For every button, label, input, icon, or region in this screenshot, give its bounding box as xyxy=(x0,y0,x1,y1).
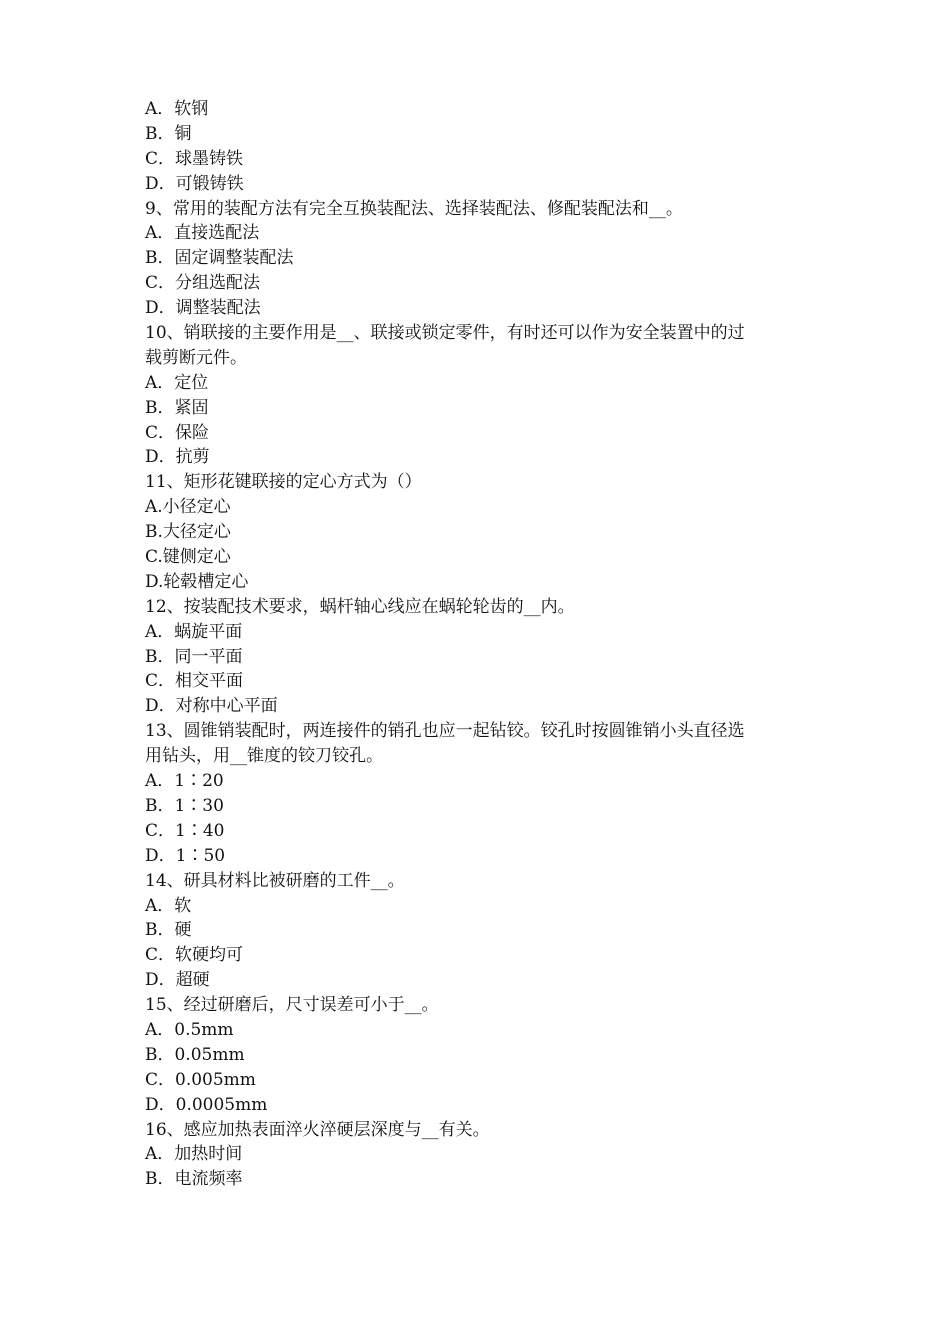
answer-option: B．铜 xyxy=(145,123,192,144)
answer-option: C．保险 xyxy=(145,422,210,443)
answer-option: A．直接选配法 xyxy=(145,223,260,244)
answer-option: B．电流频率 xyxy=(145,1169,243,1190)
answer-option: B．1∶30 xyxy=(145,795,224,816)
answer-option: D．超硬 xyxy=(145,970,210,991)
answer-option: B.大径定心 xyxy=(145,522,231,543)
question-text: 11、矩形花键联接的定心方式为（） xyxy=(145,472,422,493)
question-text: 12、按装配技术要求，蜗杆轴心线应在蜗轮轮齿的__内。 xyxy=(145,596,575,617)
question-text: 16、感应加热表面淬火淬硬层深度与__有关。 xyxy=(145,1119,490,1140)
answer-option: A．定位 xyxy=(145,372,209,393)
answer-option: A.小径定心 xyxy=(145,497,231,518)
answer-option: A．1∶20 xyxy=(145,771,224,792)
answer-option: B．0.05mm xyxy=(145,1044,245,1065)
answer-option: C．0.005mm xyxy=(145,1069,256,1090)
document-page xyxy=(145,97,815,1192)
answer-option: C．相交平面 xyxy=(145,671,244,692)
question-text: 10、销联接的主要作用是__、联接或锁定零件，有时还可以作为安全装置中的过 xyxy=(145,323,745,344)
question-text: 载剪断元件。 xyxy=(145,347,247,368)
answer-option: C．1∶40 xyxy=(145,820,225,841)
answer-option: C．分组选配法 xyxy=(145,273,261,294)
answer-option: A．0.5mm xyxy=(145,1019,234,1040)
answer-option: A．软 xyxy=(145,895,192,916)
answer-option: D．1∶50 xyxy=(145,845,226,866)
question-text: 13、圆锥销装配时，两连接件的销孔也应一起钻铰。铰孔时按圆锥销小头直径选 xyxy=(145,721,745,742)
answer-option: B．固定调整装配法 xyxy=(145,248,294,269)
question-text: 14、研具材料比被研磨的工件__。 xyxy=(145,870,405,891)
answer-option: C．软硬均可 xyxy=(145,945,244,966)
answer-option: B．同一平面 xyxy=(145,646,243,667)
answer-option: A．蜗旋平面 xyxy=(145,621,243,642)
question-text: 15、经过研磨后，尺寸误差可小于__。 xyxy=(145,995,439,1016)
answer-option: B．紧固 xyxy=(145,397,209,418)
answer-option: A．软钢 xyxy=(145,99,209,119)
answer-option: A．加热时间 xyxy=(145,1144,243,1165)
answer-option: D．抗剪 xyxy=(145,447,210,468)
answer-option: C．球墨铸铁 xyxy=(145,148,244,169)
answer-option: D．0.0005mm xyxy=(145,1094,268,1115)
answer-option: D．可锻铸铁 xyxy=(145,173,244,194)
answer-option: B．硬 xyxy=(145,920,192,941)
answer-option: D.轮毂槽定心 xyxy=(145,571,249,592)
answer-option: D．对称中心平面 xyxy=(145,696,278,717)
answer-option: D．调整装配法 xyxy=(145,298,261,319)
answer-option: C.键侧定心 xyxy=(145,547,231,568)
question-text: 用钻头，用__锥度的铰刀铰孔。 xyxy=(145,746,383,767)
question-text: 9、常用的装配方法有完全互换装配法、选择装配法、修配装配法和__。 xyxy=(145,198,683,219)
